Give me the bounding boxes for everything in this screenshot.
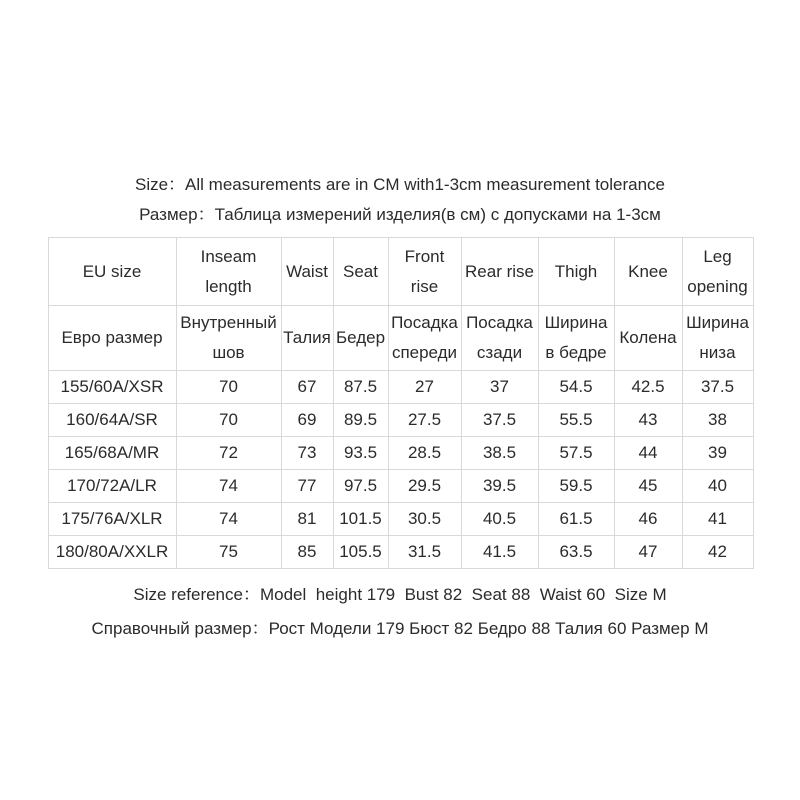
cell-size: 180/80A/XXLR (48, 536, 176, 569)
cell-thigh: 54.5 (538, 371, 614, 404)
cell-front-rise: 28.5 (388, 437, 461, 470)
cell-seat: 89.5 (333, 404, 388, 437)
cell-inseam: 74 (176, 470, 281, 503)
cell-knee: 46 (614, 503, 682, 536)
size-tolerance-note-ru: Размер：Таблица измерений изделия(в см) с допусками на 1-3см (139, 205, 661, 224)
header-eu-size: EU size (48, 238, 176, 306)
header-ru-waist: Талия (281, 306, 333, 371)
cell-rear-rise: 39.5 (461, 470, 538, 503)
header-ru-inseam: Внутренный шов (176, 306, 281, 371)
cell-inseam: 72 (176, 437, 281, 470)
cell-knee: 42.5 (614, 371, 682, 404)
cell-leg-opening: 38 (682, 404, 753, 437)
header-ru-leg-opening: Ширина низа (682, 306, 753, 371)
cell-waist: 81 (281, 503, 333, 536)
header-seat: Seat (333, 238, 388, 306)
cell-front-rise: 31.5 (388, 536, 461, 569)
table-row-size-xlr (48, 503, 753, 536)
cell-inseam: 75 (176, 536, 281, 569)
header-knee: Knee (614, 238, 682, 306)
header-row-ru (48, 306, 753, 371)
cell-thigh: 57.5 (538, 437, 614, 470)
cell-front-rise: 30.5 (388, 503, 461, 536)
table-row-size-xxlr (48, 536, 753, 569)
cell-leg-opening: 41 (682, 503, 753, 536)
cell-thigh: 59.5 (538, 470, 614, 503)
cell-seat: 87.5 (333, 371, 388, 404)
cell-waist: 69 (281, 404, 333, 437)
cell-inseam: 70 (176, 371, 281, 404)
cell-size: 165/68A/MR (48, 437, 176, 470)
table-row-size-lr (48, 470, 753, 503)
size-table (48, 237, 754, 569)
cell-thigh: 61.5 (538, 503, 614, 536)
cell-leg-opening: 42 (682, 536, 753, 569)
header-ru-knee: Колена (614, 306, 682, 371)
cell-size: 170/72A/LR (48, 470, 176, 503)
header-front-rise: Front rise (388, 238, 461, 306)
header-thigh: Thigh (538, 238, 614, 306)
cell-waist: 67 (281, 371, 333, 404)
table-row-size-mr (48, 437, 753, 470)
cell-leg-opening: 39 (682, 437, 753, 470)
size-chart-page (48, 0, 753, 640)
cell-size: 160/64A/SR (48, 404, 176, 437)
cell-knee: 43 (614, 404, 682, 437)
cell-inseam: 70 (176, 404, 281, 437)
header-ru-euro-size: Евро размер (48, 306, 176, 371)
cell-rear-rise: 40.5 (461, 503, 538, 536)
cell-thigh: 63.5 (538, 536, 614, 569)
cell-size: 155/60A/XSR (48, 371, 176, 404)
cell-rear-rise: 38.5 (461, 437, 538, 470)
header-leg-opening: Leg opening (682, 238, 753, 306)
size-reference-note-ru: Справочный размер：Рост Модели 179 Бюст 82 Бедро 88 Талия 60 Размер М (91, 619, 709, 638)
cell-knee: 47 (614, 536, 682, 569)
cell-thigh: 55.5 (538, 404, 614, 437)
cell-waist: 77 (281, 470, 333, 503)
cell-seat: 97.5 (333, 470, 388, 503)
cell-front-rise: 27 (388, 371, 461, 404)
cell-seat: 93.5 (333, 437, 388, 470)
table-row-size-xsr (48, 371, 753, 404)
cell-rear-rise: 37 (461, 371, 538, 404)
cell-leg-opening: 37.5 (682, 371, 753, 404)
cell-waist: 73 (281, 437, 333, 470)
cell-size: 175/76A/XLR (48, 503, 176, 536)
cell-front-rise: 27.5 (388, 404, 461, 437)
cell-leg-opening: 40 (682, 470, 753, 503)
cell-inseam: 74 (176, 503, 281, 536)
header-ru-rear-rise: Посадка сзади (461, 306, 538, 371)
cell-knee: 45 (614, 470, 682, 503)
table-row-size-sr (48, 404, 753, 437)
size-reference-note-en: Size reference：Model height 179 Bust 82 Seat 88 Waist 60 Size M (133, 585, 667, 604)
cell-rear-rise: 37.5 (461, 404, 538, 437)
header-ru-seat: Бедер (333, 306, 388, 371)
header-ru-front-rise: Посадка спереди (388, 306, 461, 371)
cell-front-rise: 29.5 (388, 470, 461, 503)
cell-waist: 85 (281, 536, 333, 569)
size-tolerance-note-en: Size：All measurements are in CM with1-3cm measurement tolerance (134, 175, 666, 194)
cell-knee: 44 (614, 437, 682, 470)
cell-rear-rise: 41.5 (461, 536, 538, 569)
header-inseam-length: Inseam length (176, 238, 281, 306)
header-waist: Waist (281, 238, 333, 306)
header-rear-rise: Rear rise (461, 238, 538, 306)
header-row-en (48, 238, 753, 306)
cell-seat: 105.5 (333, 536, 388, 569)
header-ru-thigh: Ширина в бедре (538, 306, 614, 371)
cell-seat: 101.5 (333, 503, 388, 536)
